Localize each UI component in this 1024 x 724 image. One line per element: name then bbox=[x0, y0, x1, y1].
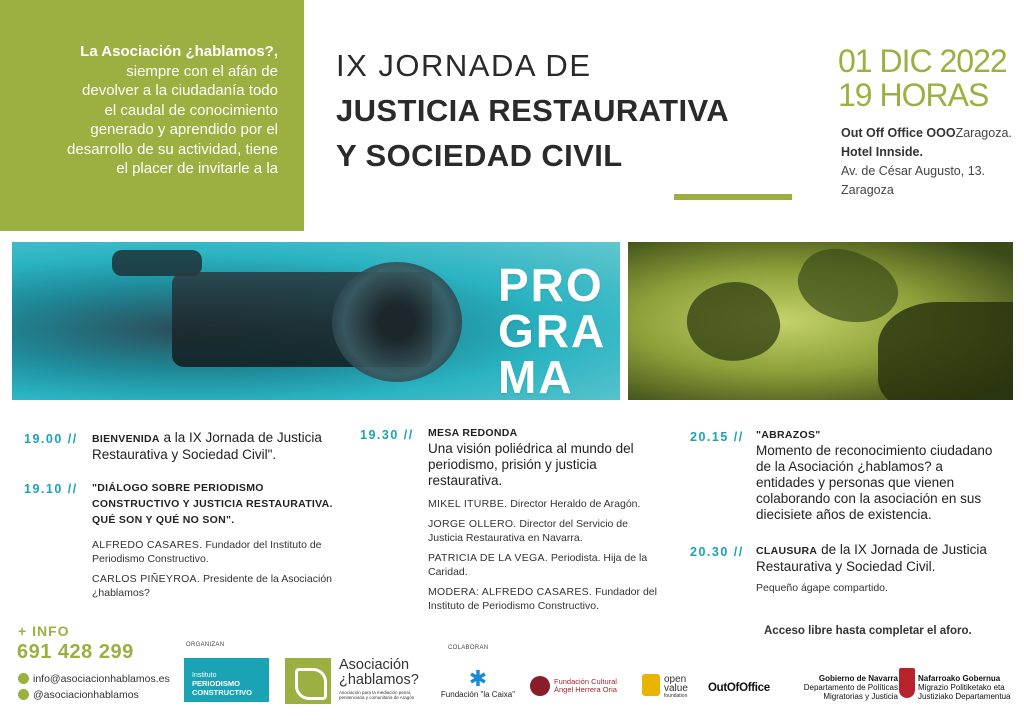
schedule-item-dialogue bbox=[92, 480, 342, 600]
panelist-role: Director del Servicio de Justicia Restaurativa en Navarra. bbox=[428, 518, 628, 544]
schedule-heading: CLAUSURA bbox=[756, 545, 818, 557]
schedule-item-round-table bbox=[428, 426, 660, 613]
logo-text: Gobierno de Navarra bbox=[818, 674, 898, 683]
intro-line: devolver a la ciudadanía todo bbox=[82, 82, 278, 99]
social-icon bbox=[18, 689, 29, 700]
schedule-text: a la IX Jornada de Justicia Restaurativa y Sociedad Civil". bbox=[92, 430, 322, 462]
logo-text: Ángel Herrera Oria bbox=[554, 685, 617, 694]
venue-city: Zaragoza bbox=[841, 183, 894, 197]
email-contact[interactable] bbox=[18, 673, 170, 685]
logo-text: Fundación Cultural bbox=[554, 676, 617, 686]
schedule-text: Momento de reconocimiento ciudadano de la Asociación ¿hablamos? a entidades y personas que vienen colaborando con la asociación en sus diecisiete años de existencia. bbox=[756, 443, 993, 522]
schedule-note: Pequeño ágape compartido. bbox=[756, 582, 888, 594]
panelist-role: Periodista. Hija de la Caridad. bbox=[428, 552, 648, 578]
intro-lead: La Asociación ¿hablamos?, bbox=[80, 43, 278, 60]
hands-photo bbox=[628, 242, 1013, 400]
logo-text: ¿hablamos? bbox=[339, 672, 419, 688]
intro-line: generado y aprendido por el bbox=[90, 121, 278, 138]
phone-number[interactable]: 691 428 299 bbox=[17, 641, 134, 663]
camera-lens-shape bbox=[332, 262, 462, 382]
asociacion-mark-icon bbox=[285, 658, 331, 704]
title-line-1: IX JORNADA DE bbox=[336, 48, 592, 83]
schedule-text: de la IX Jornada de Justicia Restaurativa y Sociedad Civil. bbox=[756, 542, 987, 574]
star-icon: ✱ bbox=[468, 666, 488, 691]
open-value-mark-icon bbox=[642, 674, 660, 696]
schedule-text: Una visión poliédrica al mundo del periodismo, prisión y justicia restaurativa. bbox=[428, 441, 634, 488]
panelist-name: MIKEL ITURBE. bbox=[428, 498, 508, 510]
social-text: @asociacionhablamos bbox=[33, 689, 139, 701]
programa-line: PRO bbox=[498, 259, 604, 311]
schedule-heading: BIENVENIDA bbox=[92, 433, 160, 445]
logo-subtext: Asociación para la mediación penal, penitenciaria y comunitaria de Aragón bbox=[339, 690, 415, 700]
schedule-time: 20.15 // bbox=[690, 430, 744, 444]
venue-info bbox=[841, 124, 1012, 200]
schedule-heading: MESA REDONDA bbox=[428, 427, 518, 439]
social-contact[interactable] bbox=[18, 689, 139, 701]
panelist-name: PATRICIA DE LA VEGA. bbox=[428, 552, 548, 564]
event-date bbox=[838, 44, 1007, 112]
programa-heading bbox=[498, 259, 607, 403]
title-underline bbox=[674, 194, 792, 200]
email-text: info@asociacionhablamos.es bbox=[33, 673, 170, 685]
nafarroako-gobernua-logo bbox=[918, 674, 1024, 701]
programa-line: MA bbox=[498, 351, 574, 403]
access-note: Acceso libre hasta completar el aforo. bbox=[764, 625, 972, 637]
venue-address: Av. de César Augusto, 13. bbox=[841, 164, 986, 178]
panelist-role: Director Heraldo de Aragón. bbox=[507, 498, 641, 510]
programa-line: GRA bbox=[498, 305, 607, 357]
logo-text: Instituto bbox=[192, 672, 217, 679]
schedule-time: 19.30 // bbox=[360, 428, 414, 442]
intro-box bbox=[0, 0, 304, 231]
venue-city-tag: Zaragoza. bbox=[955, 126, 1012, 140]
fundacion-herrera-logo bbox=[530, 676, 617, 696]
arm-shape bbox=[878, 302, 1013, 400]
intro-line: el placer de invitarle a la bbox=[116, 160, 278, 177]
gobierno-navarra-logo bbox=[786, 674, 898, 701]
colaboran-label: COLABORAN bbox=[448, 645, 489, 651]
schedule-heading: "ABRAZOS" bbox=[756, 429, 821, 441]
periodismo-constructivo-logo bbox=[184, 658, 269, 702]
speaker-role: Presidente de la Asociación ¿hablamos? bbox=[92, 573, 332, 599]
email-icon bbox=[18, 673, 29, 684]
logo-text: Justiziako Departamentua bbox=[918, 692, 1011, 701]
asociacion-hablamos-logo bbox=[285, 658, 423, 704]
intro-line: desarrollo de su actividad, tiene bbox=[67, 140, 278, 158]
event-time: 19 HORAS bbox=[838, 77, 989, 113]
panelist-role: Fundador del Instituto de Periodismo Constructivo. bbox=[428, 586, 657, 612]
speaker-name: CARLOS PIÑEYROA. bbox=[92, 573, 201, 585]
title-line-3: Y SOCIEDAD CIVIL bbox=[336, 138, 623, 173]
schedule-item-abrazos bbox=[756, 428, 996, 523]
logo-text: value bbox=[664, 683, 688, 694]
intro-line: el caudal de conocimiento bbox=[104, 101, 278, 119]
panelist-name: JORGE OLLERO. bbox=[428, 518, 517, 530]
logo-text: Departamento de Políticas bbox=[803, 683, 898, 692]
speaker-role: Fundador del Instituto de Periodismo Constructivo. bbox=[92, 539, 322, 565]
outofoffice-logo: OutOfOffice bbox=[708, 682, 770, 694]
logo-text: Migratorias y Justicia bbox=[823, 692, 898, 701]
organizan-label: ORGANIZAN bbox=[186, 642, 225, 648]
schedule-time: 19.10 // bbox=[24, 482, 78, 496]
schedule-heading: "DIÁLOGO SOBRE PERIODISMO CONSTRUCTIVO Y JUSTICIA RESTAURATIVA. QUÉ SON Y QUÉ NO SON". bbox=[92, 482, 333, 526]
fundacion-caixa-logo bbox=[438, 668, 518, 699]
event-day: 01 DIC 2022 bbox=[838, 43, 1007, 79]
logo-text: open bbox=[664, 674, 687, 685]
venue-hotel: Hotel Innside. bbox=[841, 145, 923, 159]
panelist-name: MODERA: ALFREDO CASARES. bbox=[428, 586, 593, 598]
schedule-time: 20.30 // bbox=[690, 545, 744, 559]
schedule-time: 19.00 // bbox=[24, 432, 78, 446]
logo-text: Asociación bbox=[339, 657, 410, 673]
info-label: + INFO bbox=[18, 623, 70, 639]
navarra-shield-icon bbox=[899, 668, 915, 698]
hand-shape bbox=[677, 269, 789, 375]
event-title bbox=[336, 48, 806, 174]
intro-line: siempre con el afán de bbox=[126, 62, 278, 80]
schedule-item-welcome bbox=[92, 430, 342, 463]
logo-text: Migrazio Politiketako eta bbox=[918, 683, 1005, 692]
logo-text: CONSTRUCTIVO bbox=[192, 688, 252, 697]
herrera-mark-icon bbox=[530, 676, 550, 696]
title-line-2: JUSTICIA RESTAURATIVA bbox=[336, 93, 730, 128]
schedule-item-closing bbox=[756, 542, 996, 595]
logo-text: PERIODISMO bbox=[192, 679, 240, 688]
speaker-name: ALFREDO CASARES. bbox=[92, 539, 203, 551]
logo-text: Nafarroako Gobernua bbox=[918, 674, 1001, 683]
logo-text: foundation bbox=[664, 693, 688, 699]
logo-text: Fundación "la Caixa" bbox=[440, 690, 516, 699]
venue-name: Out Off Office OOO bbox=[841, 126, 956, 140]
